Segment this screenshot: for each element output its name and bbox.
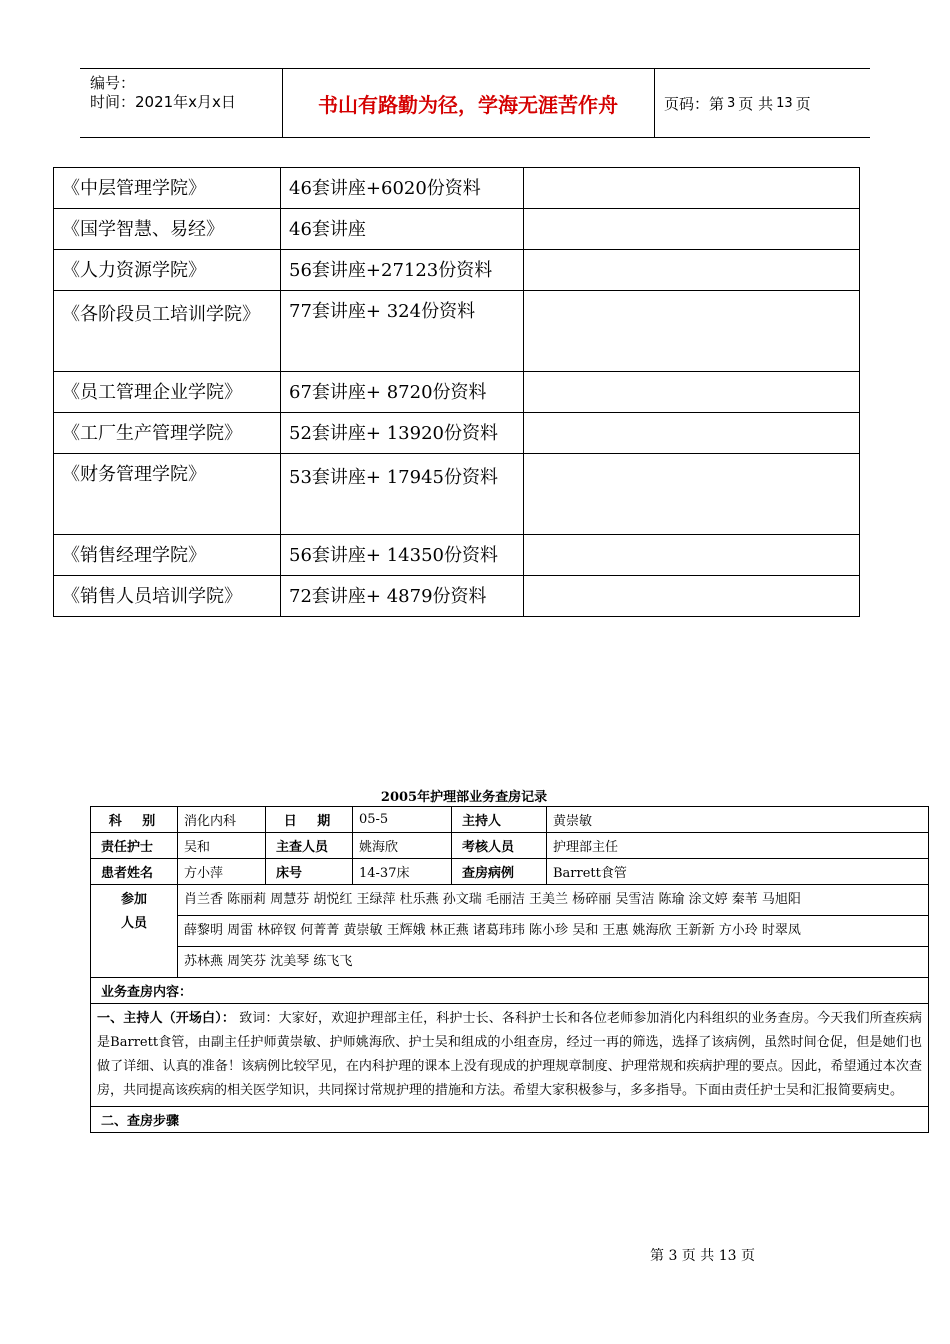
table-row xyxy=(54,576,860,617)
members-label-line2: 人员 xyxy=(120,916,147,931)
section-2-title: 二、查房步骤 xyxy=(91,1107,929,1133)
members-group-3: 苏林燕 周笑芬 沈美琴 练飞飞 xyxy=(178,947,929,978)
table-row xyxy=(54,454,860,535)
date-value: 05-5 xyxy=(353,807,452,833)
examiner-value: 护理部主任 xyxy=(547,833,929,859)
resource-content: 56套讲座+ 14350份资料 xyxy=(281,535,524,576)
motto: 书山有路勤为径，学海无涯苦作舟 xyxy=(282,69,655,137)
resource-content: 52套讲座+ 13920份资料 xyxy=(281,413,524,454)
dept-value: 消化内科 xyxy=(178,807,266,833)
table-row xyxy=(54,168,860,209)
resource-note xyxy=(524,209,860,250)
members-label xyxy=(91,885,178,978)
table-row xyxy=(91,1004,929,1107)
bed-value: 14-37床 xyxy=(353,859,452,885)
nurse-label: 责任护士 xyxy=(91,833,178,859)
table-row xyxy=(54,291,860,372)
page-suffix: 页 xyxy=(795,94,811,113)
record-title: 2005年护理部业务查房记录 xyxy=(380,790,548,805)
page-prefix: 页码：第 xyxy=(664,94,725,113)
dept-label: 科 别 xyxy=(91,807,178,833)
table-row xyxy=(91,1107,929,1133)
table-row xyxy=(91,978,929,1004)
table-row xyxy=(54,250,860,291)
bed-label: 床号 xyxy=(266,859,353,885)
case-value: Barrett食管 xyxy=(547,859,929,885)
table-row xyxy=(54,209,860,250)
case-label: 查房病例 xyxy=(452,859,547,885)
members-group-1: 肖兰香 陈丽莉 周慧芬 胡悦红 王绿萍 杜乐燕 孙文瑞 毛丽洁 王美兰 杨碎丽 吴雪洁 陈瑜 涂文婷 秦苇 马旭阳 xyxy=(178,885,929,916)
resource-content: 77套讲座+ 324份资料 xyxy=(281,291,524,372)
resource-name: 《人力资源学院》 xyxy=(54,250,281,291)
resource-name: 《财务管理学院》 xyxy=(54,454,281,535)
resource-content: 56套讲座+27123份资料 xyxy=(281,250,524,291)
resource-name: 《销售人员培训学院》 xyxy=(54,576,281,617)
patient-value: 方小萍 xyxy=(178,859,266,885)
table-row xyxy=(54,535,860,576)
page-header xyxy=(80,68,870,138)
date-label: 日 期 xyxy=(266,807,353,833)
nurse-value: 吴和 xyxy=(178,833,266,859)
time-label: 时间：2021年x月x日 xyxy=(90,93,236,111)
resource-name: 《销售经理学院》 xyxy=(54,535,281,576)
number-label: 编号： xyxy=(90,74,136,92)
resource-content: 72套讲座+ 4879份资料 xyxy=(281,576,524,617)
section-1-text: 致词：大家好，欢迎护理部主任，科护士长、各科护士长和各位老师参加消化内科组织的业务查房。今天我们所查疾病是Barrett食管，由副主任护师黄崇敏、护师姚海欣、护士吴和组成的小组查房，经过一再的筛选，选择了该病例，虽然时间仓促，但是她们也做了详细、认真的准备！该病例比较罕见，在内科护理的课本上没有现成的护理规章制度、护理常规和疾病护理的要点。因此，希望通过本次查房，共同提高该疾病的相关医学知识，共同探讨常规护理的措施和方法。希望大家积极参与，多多指导。下面由责任护士吴和汇报简要病史。 xyxy=(97,1011,923,1098)
header-meta xyxy=(80,69,283,137)
members-label-line1: 参加 xyxy=(120,892,147,907)
table-row xyxy=(54,413,860,454)
resource-note xyxy=(524,372,860,413)
examiner-label: 考核人员 xyxy=(452,833,547,859)
resource-note xyxy=(524,454,860,535)
resource-note xyxy=(524,168,860,209)
page-total: 13 xyxy=(776,95,793,111)
resource-content: 53套讲座+ 17945份资料 xyxy=(281,454,524,535)
section-1-title: 一、主持人（开场白）： xyxy=(97,1011,235,1026)
table-row xyxy=(91,833,929,859)
resource-name: 《中层管理学院》 xyxy=(54,168,281,209)
table-row xyxy=(91,947,929,978)
table-row xyxy=(91,807,929,833)
members-group-2: 薛黎明 周雷 林碎钗 何菁菁 黄崇敏 王辉娥 林正燕 诸葛玮玮 陈小珍 吴和 王惠 姚海欣 王新新 方小玲 时翠凤 xyxy=(178,916,929,947)
resource-table xyxy=(53,167,860,617)
resource-name: 《各阶段员工培训学院》 xyxy=(54,291,281,372)
resource-note xyxy=(524,576,860,617)
resource-name: 《国学智慧、易经》 xyxy=(54,209,281,250)
resource-content: 46套讲座 xyxy=(281,209,524,250)
table-row xyxy=(91,885,929,916)
table-row xyxy=(91,916,929,947)
resource-content: 46套讲座+6020份资料 xyxy=(281,168,524,209)
resource-note xyxy=(524,291,860,372)
table-row xyxy=(54,372,860,413)
section-1 xyxy=(91,1004,929,1107)
host-label: 主持人 xyxy=(452,807,547,833)
resource-name: 《员工管理企业学院》 xyxy=(54,372,281,413)
resource-note xyxy=(524,413,860,454)
patient-label: 患者姓名 xyxy=(91,859,178,885)
resource-name: 《工厂生产管理学院》 xyxy=(54,413,281,454)
chief-value: 姚海欣 xyxy=(353,833,452,859)
page-footer: 第 3 页 共 13 页 xyxy=(650,1248,755,1264)
page-current: 3 xyxy=(727,95,736,111)
resource-note xyxy=(524,535,860,576)
host-value: 黄崇敏 xyxy=(547,807,929,833)
page-indicator xyxy=(664,69,811,137)
resource-note xyxy=(524,250,860,291)
page-mid: 页 共 xyxy=(738,94,774,113)
table-row xyxy=(91,859,929,885)
record-table xyxy=(90,806,929,1133)
resource-content: 67套讲座+ 8720份资料 xyxy=(281,372,524,413)
chief-label: 主查人员 xyxy=(266,833,353,859)
content-label: 业务查房内容： xyxy=(91,978,929,1004)
